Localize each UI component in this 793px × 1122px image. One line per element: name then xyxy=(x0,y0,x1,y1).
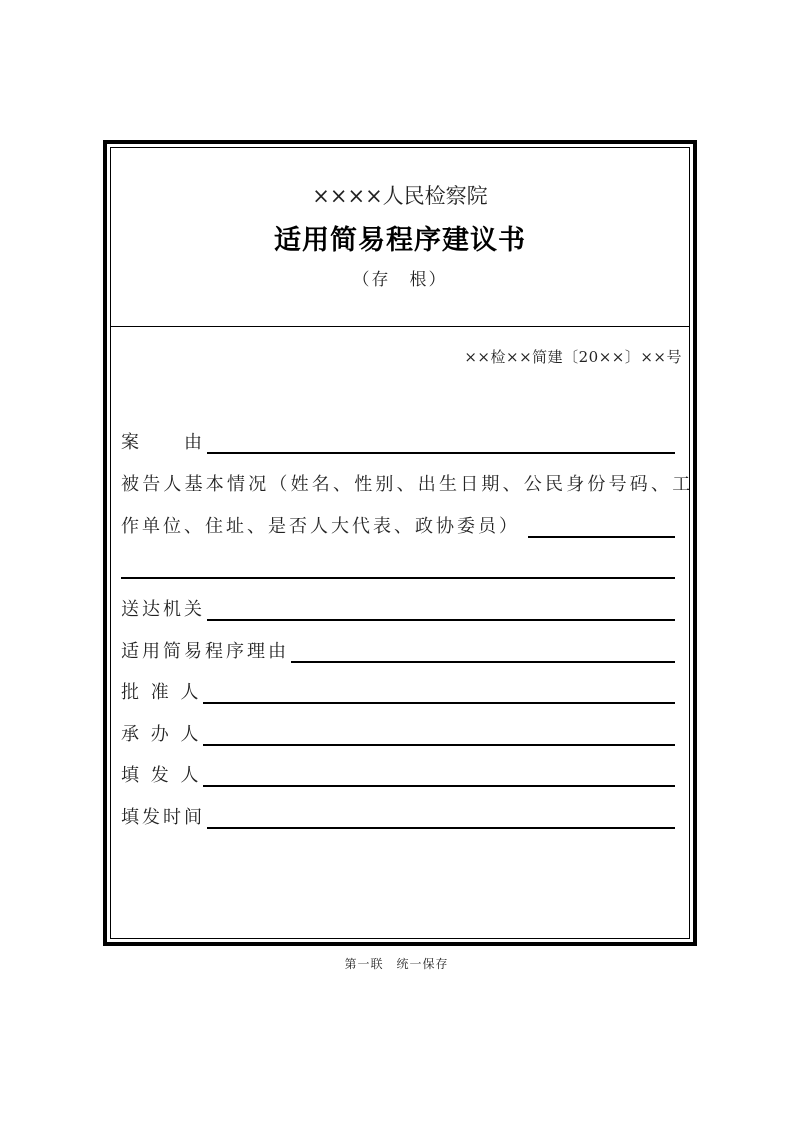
case-cause-input-line[interactable] xyxy=(207,432,675,454)
document-header xyxy=(111,148,689,327)
field-label: 填 发 人 xyxy=(121,765,202,786)
field-label: 送达机关 xyxy=(121,599,205,620)
field-handler xyxy=(121,720,675,746)
delivery-authority-input-line[interactable] xyxy=(207,599,675,621)
field-delivery-authority xyxy=(121,595,675,621)
summary-procedure-reason-input-line[interactable] xyxy=(291,641,675,663)
field-case-cause xyxy=(121,428,675,454)
field-issuer xyxy=(121,761,675,787)
document-number: ××检××简建〔20××〕××号 xyxy=(464,348,682,366)
field-approver xyxy=(121,678,675,704)
handler-input-line[interactable] xyxy=(203,724,675,746)
field-defendant-info xyxy=(121,512,675,538)
field-label: 填发时间 xyxy=(121,807,205,828)
field-summary-procedure-reason xyxy=(121,637,675,663)
issuer-input-line[interactable] xyxy=(203,765,675,787)
document-inner-frame xyxy=(110,147,694,939)
defendant-info-input-line[interactable] xyxy=(528,516,675,538)
field-defendant-info-continued xyxy=(121,553,675,579)
document-frame xyxy=(103,140,697,946)
field-label: 批 准 人 xyxy=(121,682,202,703)
field-label: 承 办 人 xyxy=(121,724,202,745)
field-label: 作单位、住址、是否人大代表、政协委员） xyxy=(121,516,520,537)
approver-input-line[interactable] xyxy=(203,682,675,704)
issue-date-input-line[interactable] xyxy=(207,807,675,829)
organization-name: ××××人民检察院 xyxy=(312,184,488,208)
defendant-info-label-line1: 被告人基本情况（姓名、性别、出生日期、公民身份号码、工 xyxy=(121,474,694,495)
field-issue-date xyxy=(121,803,675,829)
copy-note: 第一联 统一保存 xyxy=(344,957,449,971)
document-subtitle: （存 根） xyxy=(352,270,448,290)
field-label: 案 由 xyxy=(121,432,205,453)
document-title: 适用简易程序建议书 xyxy=(274,225,526,256)
field-label: 适用简易程序理由 xyxy=(121,641,289,662)
defendant-info-input-line-2[interactable] xyxy=(121,557,675,579)
